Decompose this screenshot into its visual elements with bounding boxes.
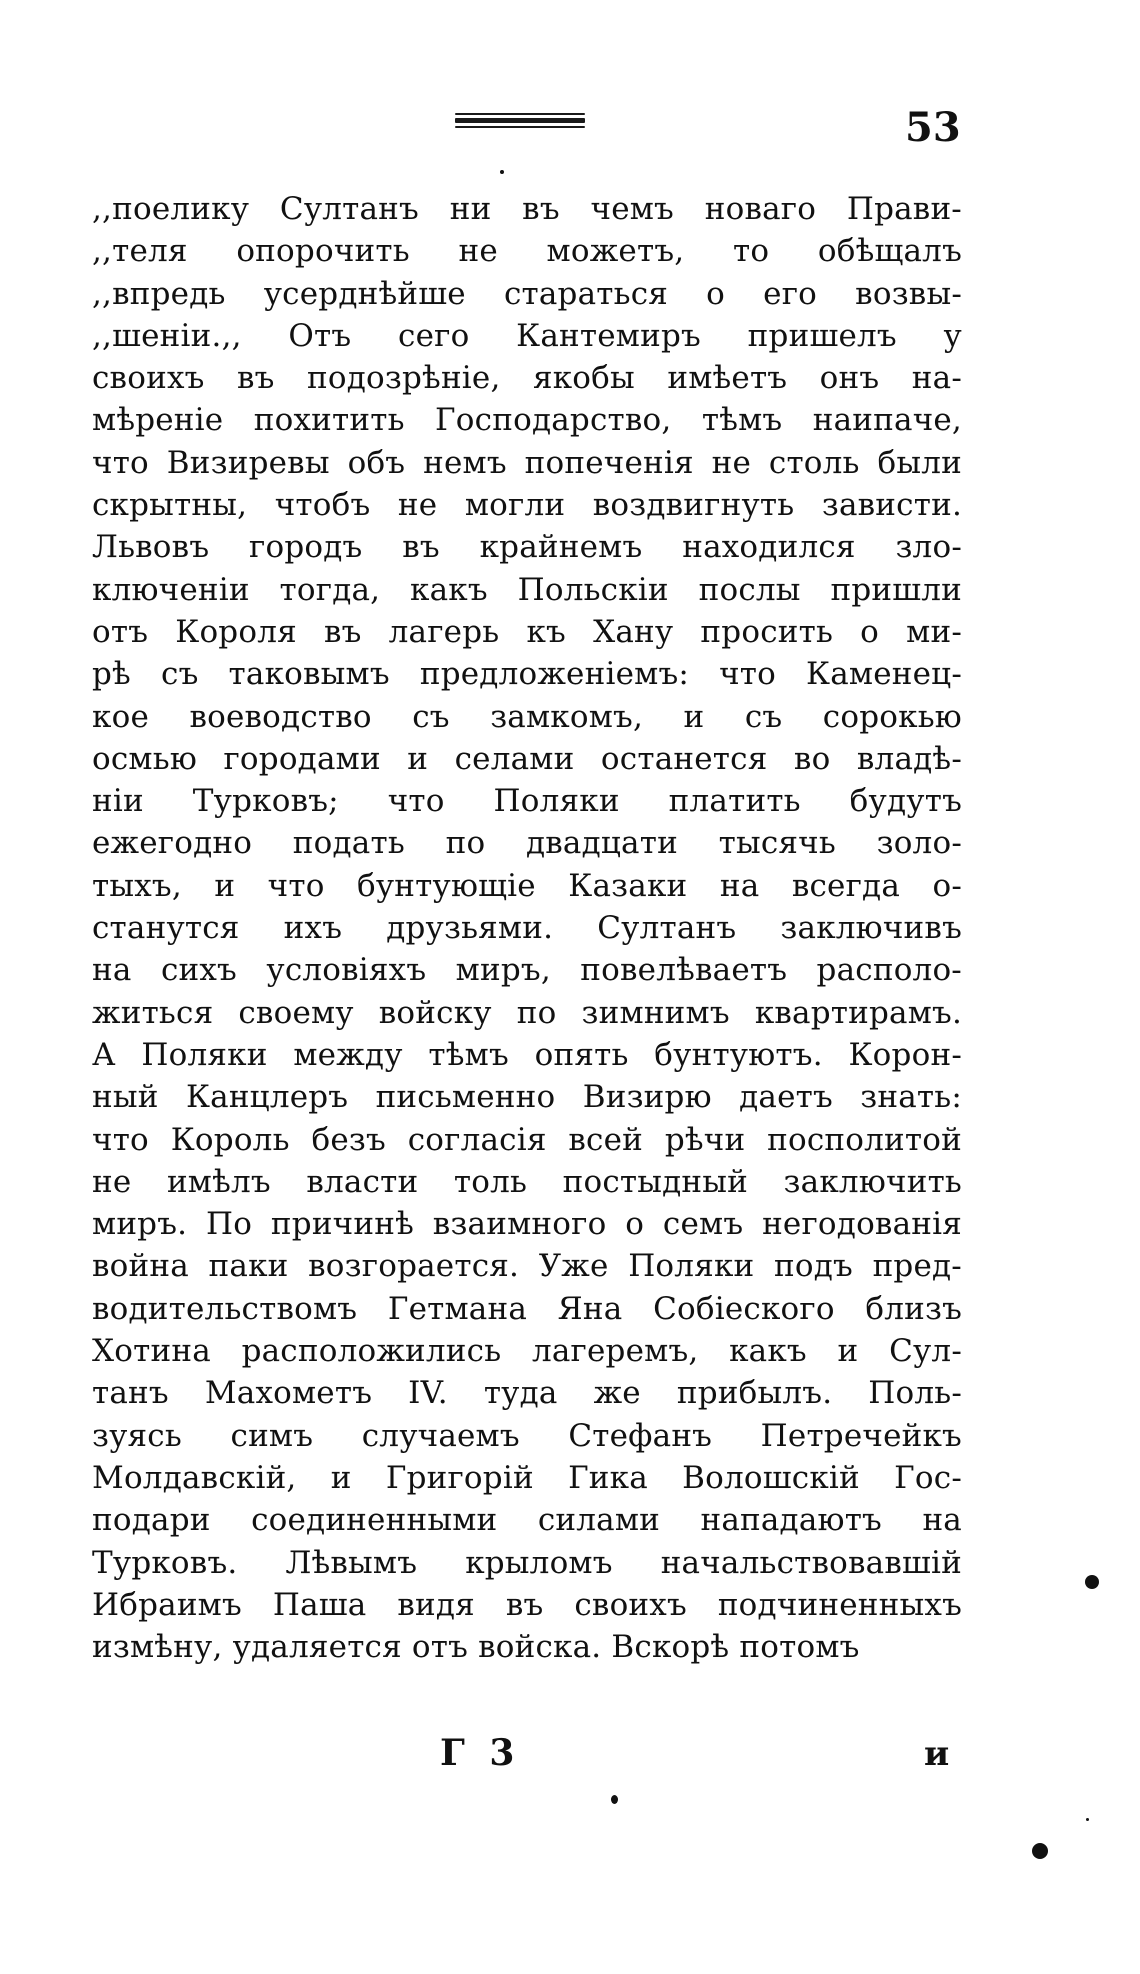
- text-line: на сихъ условіяхъ миръ, повелѣваетъ располо-: [92, 952, 962, 989]
- text-line: Турковъ. Лѣвымъ крыломъ начальствовавшій: [92, 1544, 962, 1581]
- ink-speck: [1085, 1575, 1099, 1589]
- text-line: своихъ въ подозрѣніе, якобы имѣетъ онъ на-: [92, 360, 962, 397]
- page-number: 53: [905, 104, 961, 151]
- text-line: станутся ихъ друзьями. Султанъ заключивъ: [92, 910, 962, 947]
- text-line: миръ. По причинѣ взаимного о семъ негодованія: [92, 1206, 962, 1243]
- text-line: А Поляки между тѣмъ опять бунтуютъ. Корон-: [92, 1036, 962, 1073]
- ornament-rule-line: [455, 126, 585, 128]
- ink-speck: [1086, 1818, 1089, 1821]
- text-line: танъ Махометъ IV. туда же прибылъ. Поль-: [92, 1375, 962, 1412]
- text-line: кое воеводство съ замкомъ, и съ сорокью: [92, 698, 962, 735]
- text-line: отъ Короля въ лагерь къ Хану просить о ми-: [92, 613, 962, 650]
- text-line: ежегодно подать по двадцати тысячь золо-: [92, 825, 962, 862]
- text-line: Ибраимъ Паша видя въ своихъ подчиненныхъ: [92, 1586, 962, 1623]
- text-line: Львовъ городъ въ крайнемъ находился зло-: [92, 529, 962, 566]
- printer-signature-mark: Г 3: [440, 1732, 521, 1774]
- ornament-rule-line: [455, 118, 585, 123]
- ink-speck: [611, 1795, 618, 1804]
- text-line: осмью городами и селами останется во владѣ-: [92, 740, 962, 777]
- text-line: что Визиревы объ немъ попеченія не столь были: [92, 444, 962, 481]
- text-line: война паки возгорается. Уже Поляки подъ пред-: [92, 1248, 962, 1285]
- ink-speck: [1032, 1843, 1048, 1859]
- text-line: житься своему войску по зимнимъ квартирамъ.: [92, 994, 962, 1031]
- text-line: рѣ съ таковымъ предложеніемъ: что Каменец-: [92, 656, 962, 693]
- text-line: водительствомъ Гетмана Яна Собіеского близъ: [92, 1290, 962, 1327]
- text-line: зуясь симъ случаемъ Стефанъ Петречейкъ: [92, 1417, 962, 1454]
- header-ornament-rule: [455, 112, 585, 128]
- ornament-rule-line: [455, 113, 585, 115]
- body-text: [92, 188, 962, 1668]
- text-line: ,,теля опорочить не можетъ, то обѣщалъ: [92, 233, 962, 270]
- text-line: Хотина расположились лагеремъ, какъ и Сул-: [92, 1333, 962, 1370]
- text-line: скрытны, чтобъ не могли воздвигнуть зависти.: [92, 487, 962, 524]
- text-line: ,,впредь усерднѣйше стараться о его возвы-: [92, 275, 962, 312]
- text-line: ный Канцлеръ письменно Визирю даетъ знать:: [92, 1079, 962, 1116]
- text-line: Молдавскій, и Григорій Гика Волошскій Гос-: [92, 1459, 962, 1496]
- text-line: подари соединенными силами нападаютъ на: [92, 1502, 962, 1539]
- text-line: что Король безъ согласія всей рѣчи посполитой: [92, 1121, 962, 1158]
- text-line: измѣну, удаляется отъ войска. Вскорѣ потомъ: [92, 1629, 860, 1666]
- catchword: и: [924, 1734, 950, 1774]
- text-line: ,,шеніи.,, Отъ сего Кантемиръ пришелъ у: [92, 317, 962, 354]
- text-line: ,,поелику Султанъ ни въ чемъ новаго Прави-: [92, 191, 962, 227]
- text-line: тыхъ, и что бунтующіе Казаки на всегда о-: [92, 867, 962, 904]
- text-line: ніи Турковъ; что Поляки платить будутъ: [92, 783, 962, 820]
- text-line: ключеніи тогда, какъ Польскіи послы пришли: [92, 571, 962, 608]
- text-line: не имѣлъ власти толь постыдный заключить: [92, 1163, 962, 1200]
- ink-speck: [500, 170, 504, 174]
- text-line: мѣреніе похитить Господарство, тѣмъ наипаче,: [92, 402, 962, 439]
